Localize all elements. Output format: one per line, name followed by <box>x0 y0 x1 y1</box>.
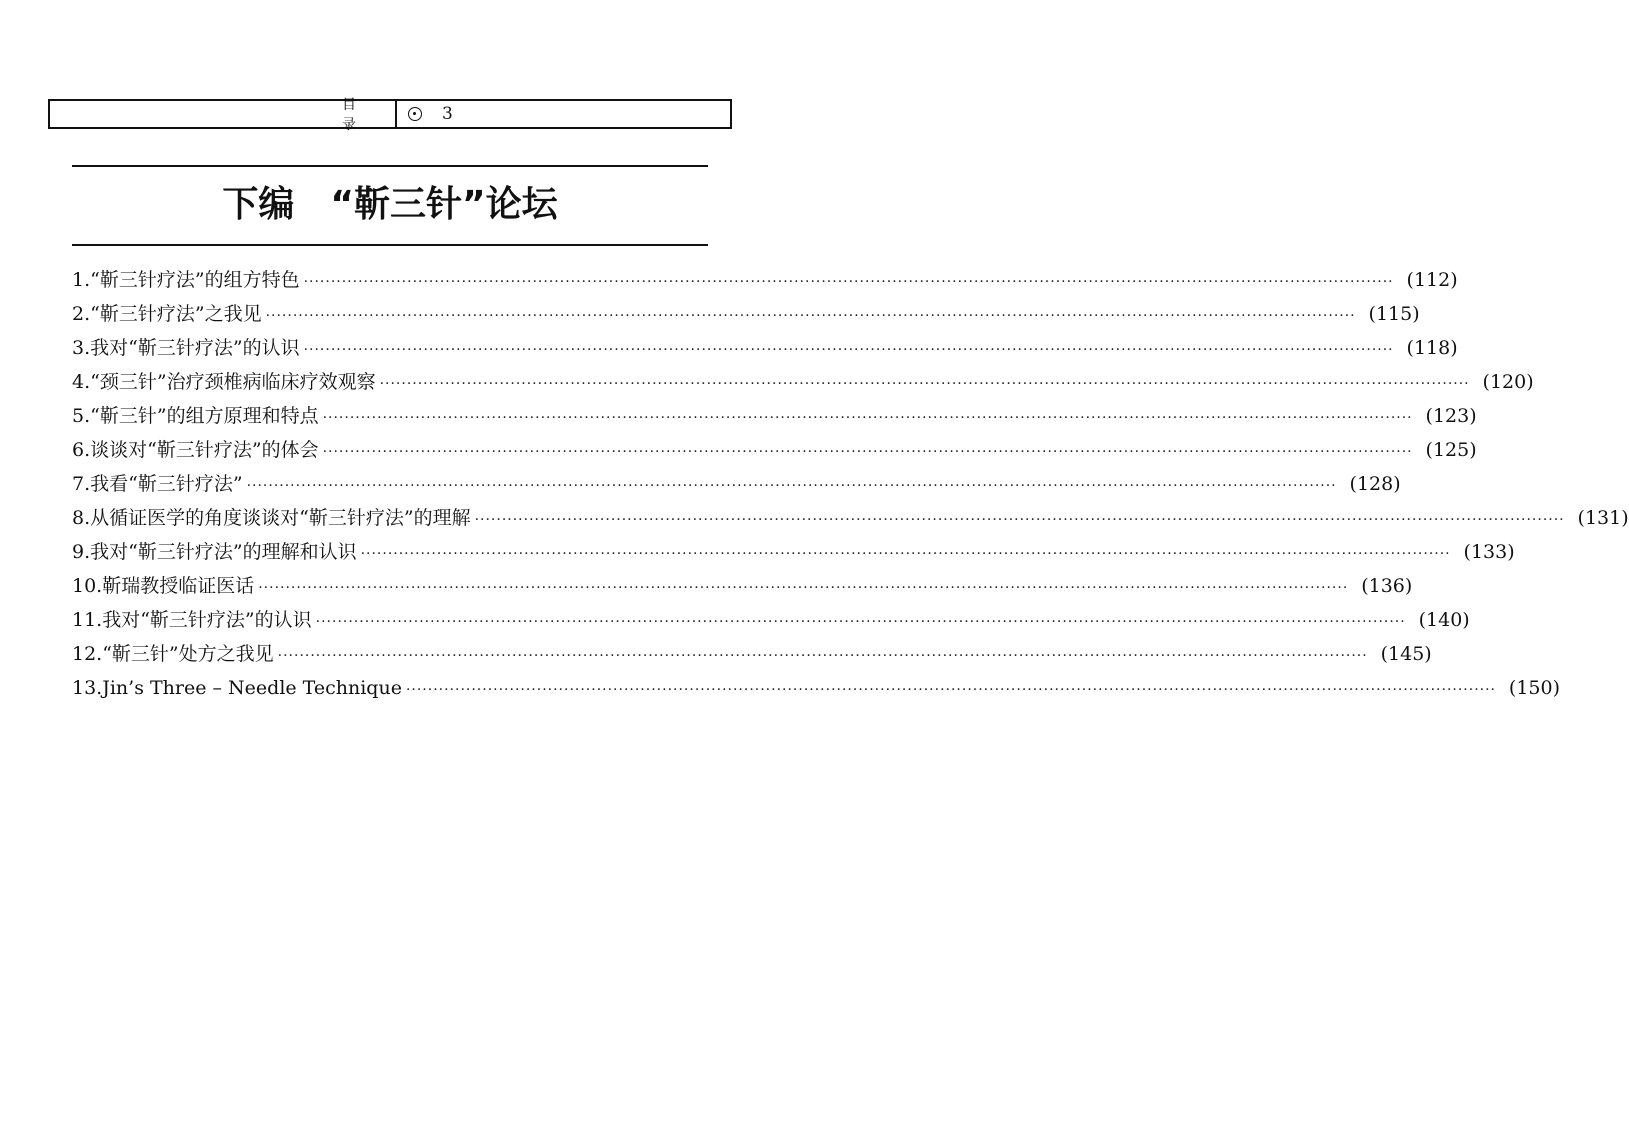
header-label: 目录 <box>342 97 382 133</box>
toc-entry-number: 10. <box>72 575 103 597</box>
toc-entry-number: 12. <box>72 643 103 665</box>
toc-entry-title: Jin’s Three – Needle Technique <box>102 677 402 699</box>
toc-entry[interactable] <box>72 297 1420 331</box>
toc-entry-title: 我对“靳三针疗法”的理解和认识 <box>90 541 357 563</box>
toc-entry-page: (133) <box>1463 541 1515 563</box>
toc-entry[interactable] <box>72 467 1401 501</box>
toc-entry-page: (123) <box>1425 405 1477 427</box>
toc-entry-title: 靳瑞教授临证医话 <box>102 575 255 597</box>
toc-entry-page: (128) <box>1349 473 1401 495</box>
toc-leader-dots: ········································································································································································································ <box>405 682 1496 698</box>
toc-entry-page: (145) <box>1380 643 1432 665</box>
section-title: 下编 “靳三针”论坛 <box>222 184 558 225</box>
toc-leader-dots: ········································································································································································································ <box>277 648 1368 664</box>
toc-entry-title: “靳三针疗法”的组方特色 <box>90 269 300 291</box>
toc-leader-dots: ········································································································································································································ <box>303 274 1394 290</box>
toc-entry-title: “颈三针”治疗颈椎病临床疗效观察 <box>90 371 376 393</box>
toc-leader-dots: ········································································································································································································ <box>322 410 1413 426</box>
toc-entry-title: 我对“靳三针疗法”的认识 <box>90 337 300 359</box>
toc-entry-page: (140) <box>1418 609 1470 631</box>
toc-leader-dots: ········································································································································································································ <box>360 546 1451 562</box>
toc-entry[interactable] <box>72 365 1534 399</box>
toc-entry-page: (115) <box>1368 303 1420 325</box>
toc-entry-number: 4. <box>72 371 91 393</box>
toc-entry-number: 2. <box>72 303 91 325</box>
toc-entry-page: (150) <box>1508 677 1560 699</box>
toc-entry-title: 我对“靳三针疗法”的认识 <box>102 609 312 631</box>
running-header <box>48 97 732 133</box>
circle-dot-icon <box>408 107 422 121</box>
toc-entry-title: “靳三针”处方之我见 <box>102 643 274 665</box>
toc-leader-dots: ········································································································································································································ <box>322 444 1413 460</box>
toc-entry[interactable] <box>72 569 1413 603</box>
toc-entry[interactable] <box>72 263 1458 297</box>
toc-entry[interactable] <box>72 603 1470 637</box>
header-divider <box>395 101 397 127</box>
toc-entry-number: 9. <box>72 541 91 563</box>
toc-entry-page: (120) <box>1482 371 1534 393</box>
toc-entry-number: 8. <box>72 507 91 529</box>
title-rule-top <box>72 165 708 167</box>
toc-entry-title: 从循证医学的角度谈谈对“靳三针疗法”的理解 <box>90 507 471 529</box>
toc-entry-number: 5. <box>72 405 91 427</box>
toc-entry-number: 7. <box>72 473 91 495</box>
toc-entry-page: (118) <box>1406 337 1458 359</box>
title-rule-bottom <box>72 244 708 246</box>
toc-entry[interactable] <box>72 433 1477 467</box>
toc-leader-dots: ········································································································································································································ <box>315 614 1406 630</box>
toc-entry[interactable] <box>72 501 1629 535</box>
table-of-contents <box>72 263 1629 705</box>
toc-entry-page: (112) <box>1406 269 1458 291</box>
toc-leader-dots: ········································································································································································································ <box>303 342 1394 358</box>
toc-entry-title: 我看“靳三针疗法” <box>90 473 243 495</box>
toc-entry-title: “靳三针疗法”之我见 <box>90 303 262 325</box>
toc-entry-title: “靳三针”的组方原理和特点 <box>90 405 319 427</box>
header-page-number: 3 <box>442 104 453 124</box>
toc-entry[interactable] <box>72 637 1432 671</box>
toc-entry[interactable] <box>72 331 1458 365</box>
toc-leader-dots: ········································································································································································································ <box>265 308 1356 324</box>
toc-entry-number: 6. <box>72 439 91 461</box>
toc-entry-number: 1. <box>72 269 91 291</box>
toc-entry-number: 11. <box>72 609 103 631</box>
toc-leader-dots: ········································································································································································································ <box>379 376 1470 392</box>
toc-entry[interactable] <box>72 671 1560 705</box>
toc-entry-page: (131) <box>1577 507 1629 529</box>
toc-entry[interactable] <box>72 535 1515 569</box>
toc-entry-title: 谈谈对“靳三针疗法”的体会 <box>90 439 319 461</box>
toc-leader-dots: ········································································································································································································ <box>258 580 1349 596</box>
toc-leader-dots: ········································································································································································································ <box>246 478 1337 494</box>
toc-leader-dots: ········································································································································································································ <box>474 512 1565 528</box>
toc-entry-number: 13. <box>72 677 103 699</box>
toc-entry-number: 3. <box>72 337 91 359</box>
toc-entry[interactable] <box>72 399 1477 433</box>
toc-entry-page: (136) <box>1361 575 1413 597</box>
toc-entry-page: (125) <box>1425 439 1477 461</box>
